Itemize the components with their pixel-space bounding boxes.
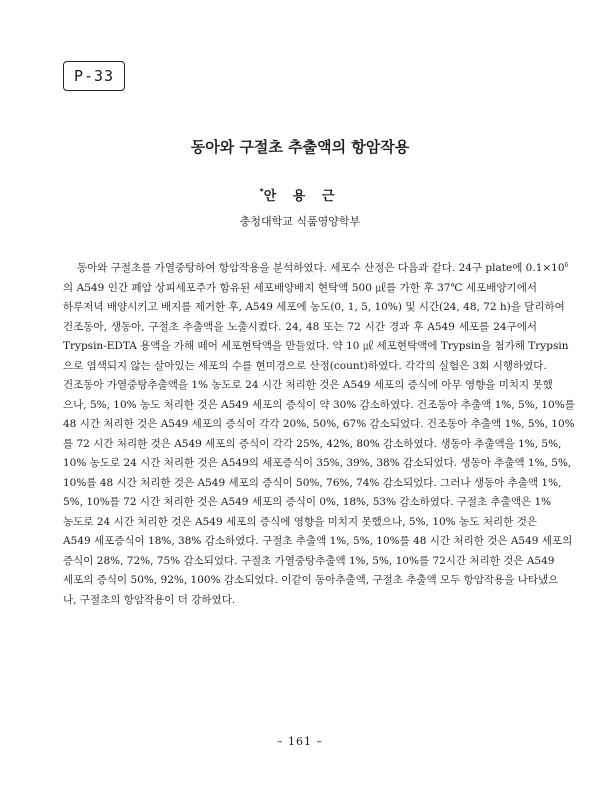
body-line-text: 48 시간 처리한 것은 A549 세포의 증식이 각각 20%, 50%, 67% 감소되었다. 건조동아 추출액 1%, 5%, 10% bbox=[63, 418, 575, 430]
body-line-text: 으로 염색되지 않는 살아있는 세포의 수를 현미경으로 산정(count)하였다. 각각의 실험은 3회 시행하였다. bbox=[63, 359, 547, 372]
body-line-text: 10%를 48 시간 처리한 것은 A549 세포의 증식이 50%, 76%, 74% 감소되었다. 그러나 생동아 추출액 1%, bbox=[63, 476, 562, 489]
body-line-text: 의 A549 인간 폐암 상피세포주가 함유된 세포배양배지 현탁액 500 ㎕를 가한 후 37℃ 세포배양기에서 bbox=[63, 281, 537, 294]
body-line bbox=[63, 279, 537, 299]
body-line bbox=[63, 552, 555, 572]
body-line-text: A549 세포증식이 18%, 38% 감소하였다. 구절초 추출액 1%, 5%, 10%를 48 시간 처리한 것은 A549 세포의 bbox=[63, 535, 573, 547]
corresponding-author-marker: * bbox=[259, 187, 264, 196]
body-line-text: 10% 농도로 24 시간 처리한 것은 A549의 세포증식이 35%, 39%, 38% 감소되었다. 생동아 추출액 1%, 5%, bbox=[63, 457, 572, 469]
body-line-text: 를 72 시간 처리한 것은 A549 세포의 증식이 각각 25%, 42%, 80% 감소하였다. 생동아 추출액을 1%, 5%, bbox=[63, 437, 562, 450]
body-line-text: 5%, 10%를 72 시간 처리한 것은 A549 세포의 증식이 0%, 18%, 53% 감소하였다. 구절초 추출액은 1% bbox=[63, 496, 552, 508]
abstract-code-box: P-33 bbox=[63, 61, 125, 91]
body-line bbox=[63, 396, 575, 416]
body-line bbox=[63, 493, 552, 513]
body-line-text: 세포의 증식이 50%, 92%, 100% 감소되었다. 이같이 동아추출액, 구절초 추출액 모두 항암작용을 나타냈으 bbox=[63, 574, 559, 586]
body-line-text: Trypsin-EDTA 용액을 가해 떼어 세포현탁액을 만들었다. 약 10 ㎕ 세포현탁액에 Trypsin을 첨가해 Trypsin bbox=[63, 340, 569, 352]
body-line bbox=[63, 337, 569, 357]
body-line bbox=[63, 318, 537, 338]
affiliation: 충청대학교 식품영양학부 bbox=[239, 215, 361, 228]
body-line bbox=[63, 435, 562, 455]
paper-title: 동아와 구절초 추출액의 항암작용 bbox=[190, 138, 410, 156]
body-line-text: 농도로 24 시간 처리한 것은 A549 세포의 증식에 영향을 미치지 못했으나, 5%, 10% 농도 처리한 것은 bbox=[63, 515, 537, 528]
body-line bbox=[63, 474, 562, 494]
body-line-text: 건조동아 가열중탕추출액을 1% 농도로 24 시간 처리한 것은 A549 세포의 증식에 아무 영향을 미치지 못했 bbox=[63, 379, 553, 391]
body-line bbox=[63, 513, 537, 533]
superscript-exponent: 6 bbox=[564, 262, 569, 269]
author-name: 안 용 근 bbox=[263, 189, 341, 204]
body-line-text: 동아와 구절초를 가열중탕하여 항암작용을 분석하였다. 세포수 산정은 다음과 같다. 24구 plate에 0.1×10 bbox=[77, 262, 565, 274]
body-line bbox=[63, 259, 569, 279]
body-line bbox=[63, 454, 572, 474]
body-line bbox=[63, 591, 537, 611]
page-number: – 161 – bbox=[277, 735, 323, 748]
author-line bbox=[0, 185, 600, 204]
body-line-text: 으나, 5%, 10% 농도 처리한 것은 A549 세포의 증식이 약 30% 감소하였다. 건조동아 추출액 1%, 5%, 10%를 bbox=[63, 398, 575, 411]
body-line bbox=[63, 532, 573, 552]
body-line bbox=[63, 298, 565, 318]
body-line-text: 나, 구절초의 항암작용이 더 강하였다. bbox=[63, 593, 236, 606]
body-line-text: 건조동아, 생동아, 구절초 추출액을 노출시켰다. 24, 48 또는 72 시간 경과 후 A549 세포를 24구에서 bbox=[63, 320, 537, 333]
body-line-text: 하루저녁 배양시키고 배지를 제거한 후, A549 세포에 농도(0, 1, 5, 10%) 및 시간(24, 48, 72 h)을 달리하여 bbox=[63, 301, 565, 313]
body-line bbox=[63, 376, 553, 396]
body-line bbox=[63, 357, 547, 377]
body-line bbox=[63, 571, 559, 591]
abstract-body bbox=[63, 259, 575, 610]
body-line-text: 증식이 28%, 72%, 75% 감소되었다. 구절초 가열중탕추출액 1%, 5%, 10%를 72시간 처리한 것은 A549 bbox=[63, 554, 555, 567]
body-line bbox=[63, 415, 575, 435]
